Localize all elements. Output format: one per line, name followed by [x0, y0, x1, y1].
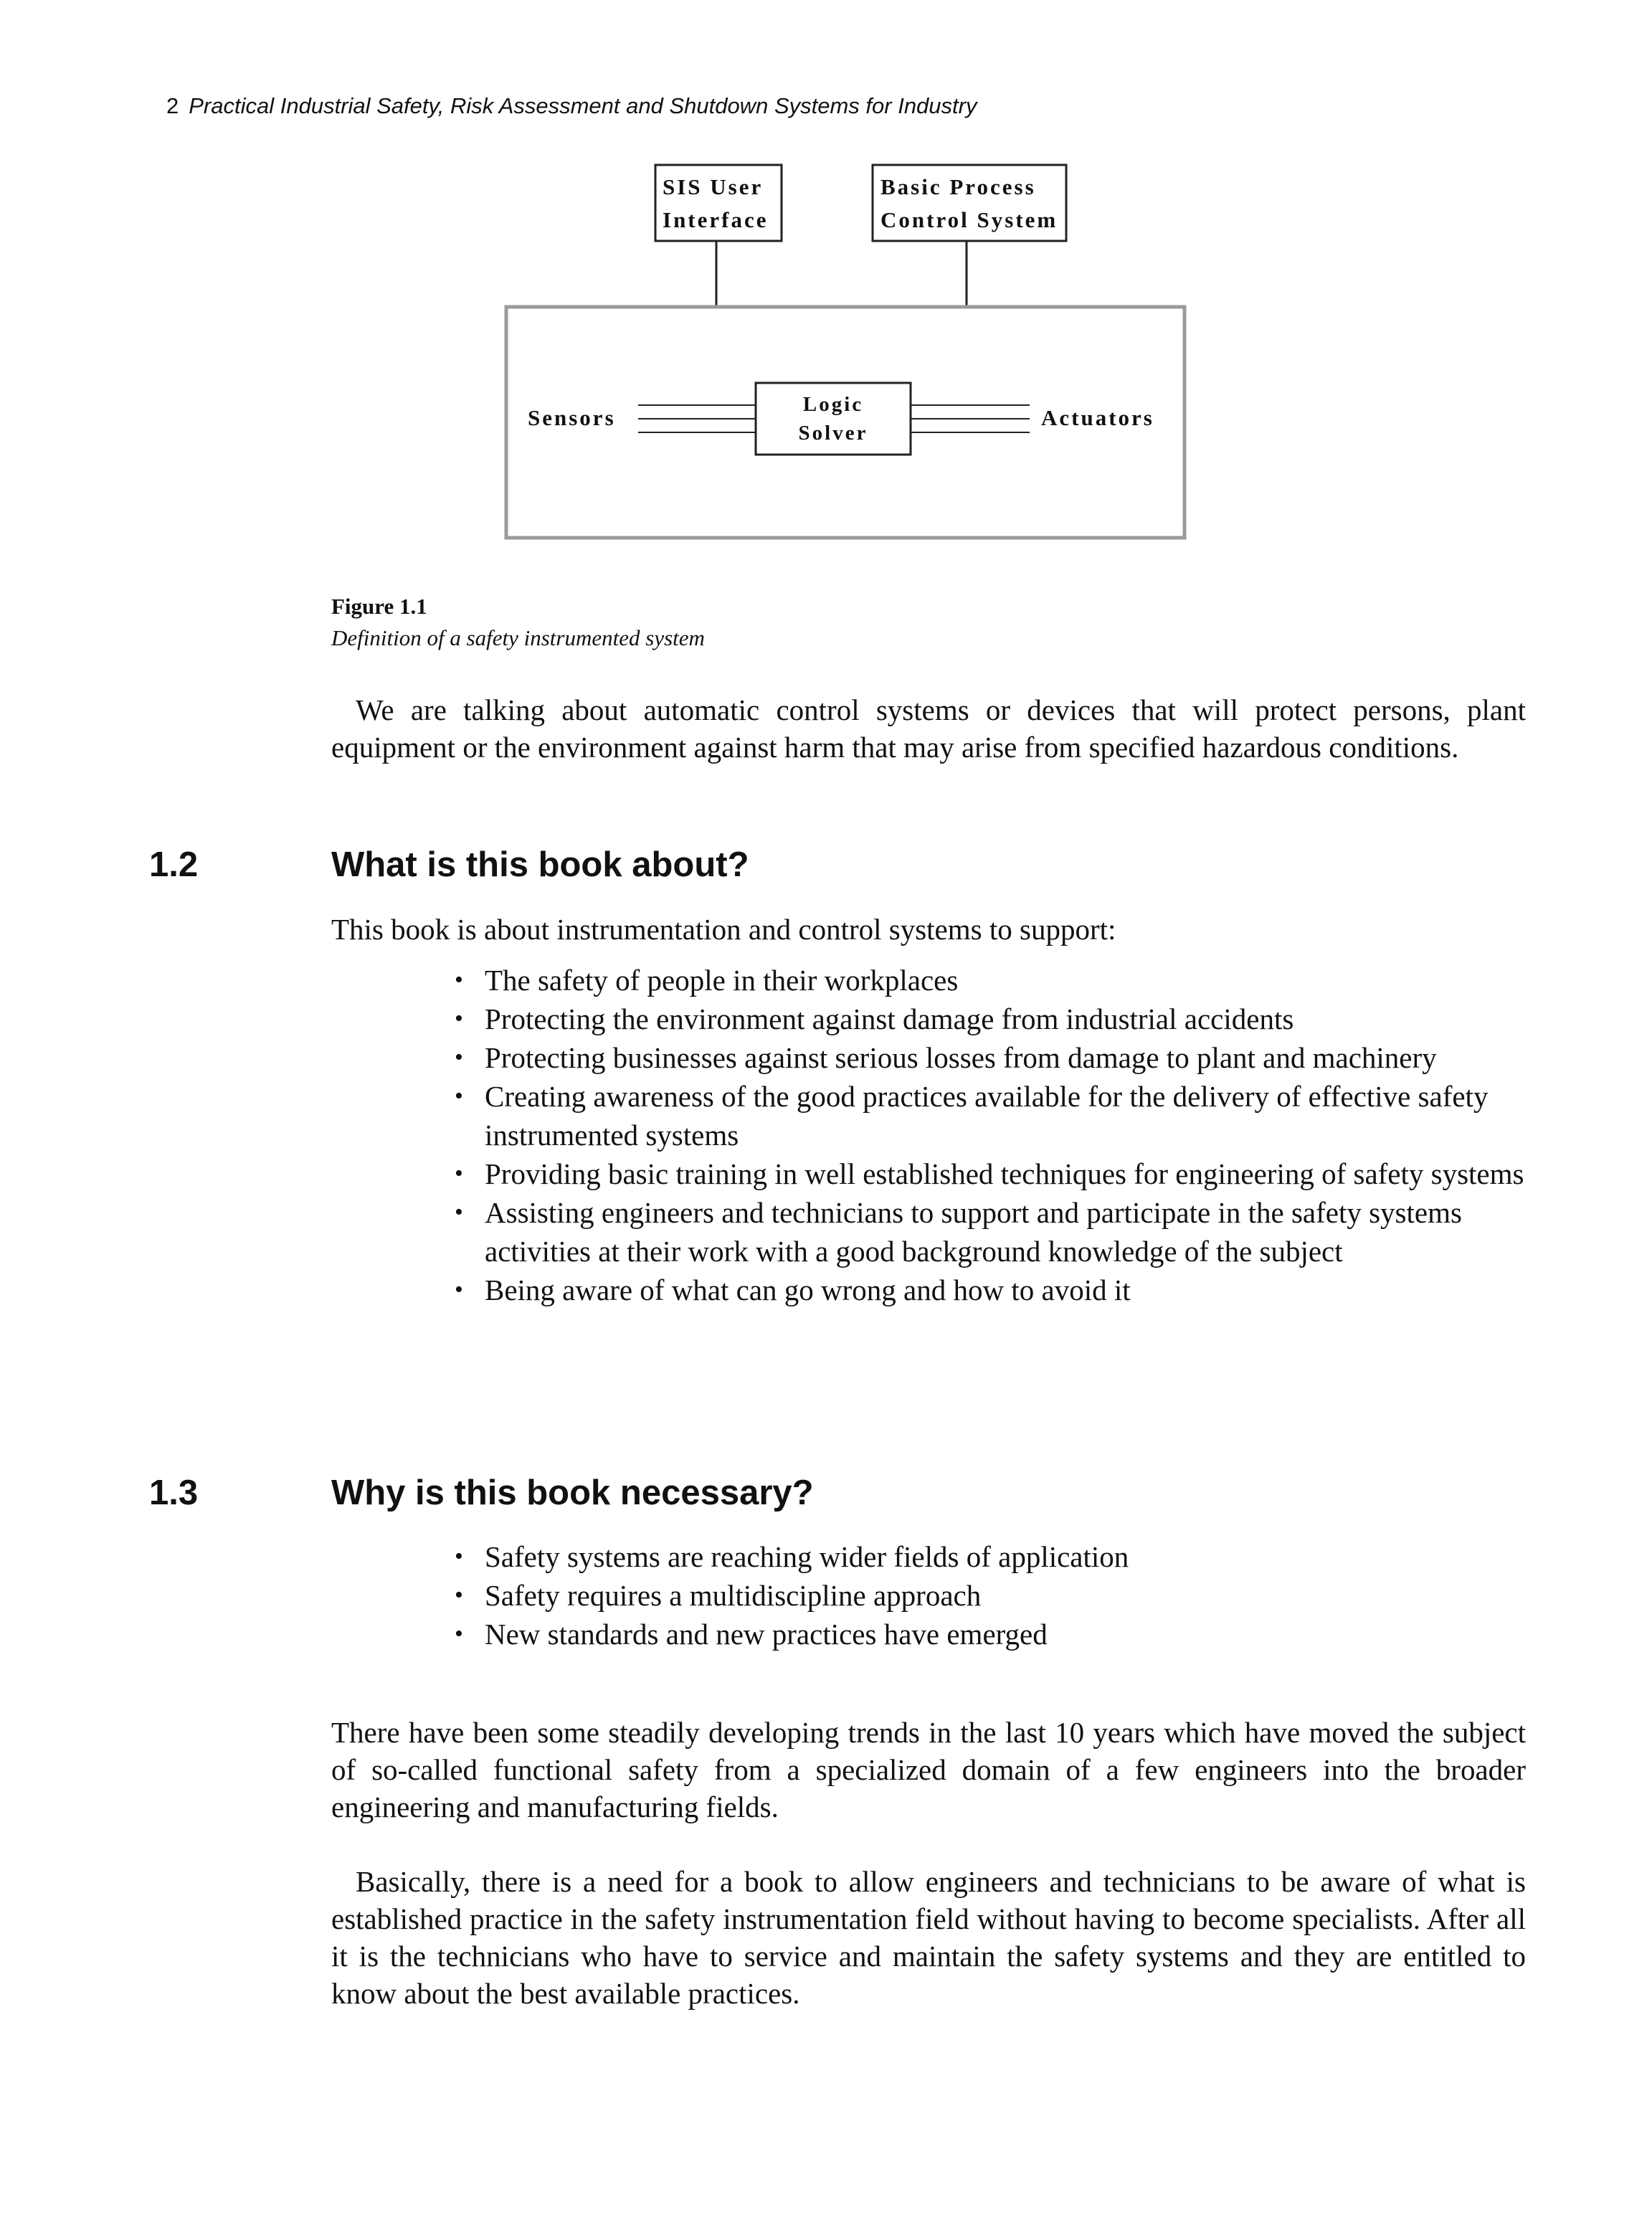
list-item — [453, 1615, 1543, 1653]
list-item-text: Protecting the environment against damage from industrial accidents — [485, 1002, 1294, 1035]
sis-ui-label-line1: SIS User — [663, 174, 764, 199]
list-item — [453, 1537, 1543, 1576]
section-1-3-title: Why is this book necessary? — [331, 1474, 814, 1512]
list-item-text: Safety systems are reaching wider fields of application — [485, 1540, 1129, 1573]
sis-diagram — [0, 0, 1652, 574]
list-item — [453, 1576, 1543, 1615]
sis-ui-label-line2: Interface — [663, 207, 769, 232]
logic-solver-label — [756, 390, 911, 447]
list-item — [453, 1193, 1543, 1271]
bullet-icon: • — [455, 967, 463, 993]
bullet-icon: • — [455, 1199, 463, 1225]
bullet-icon: • — [455, 1543, 463, 1570]
list-item-text: Creating awareness of the good practices available for the delivery of effective safety instrumented systems — [485, 1080, 1489, 1152]
bullet-icon: • — [455, 1160, 463, 1187]
bpcs-label-line1: Basic Process — [880, 174, 1036, 199]
section-1-2-number: 1.2 — [149, 845, 199, 884]
section-1-3-paragraph-2: Basically, there is a need for a book to allow engineers and technicians to be aware of what is established practice in the safety instrumentation field without having to become specialists. After all it is the technicians who have to service and maintain the safety systems and they are entitled to know about the best available practices. — [331, 1865, 1526, 2010]
list-item-text: Safety requires a multidiscipline approach — [485, 1579, 982, 1612]
section-1-3-paragraph-1: There have been some steadily developing trends in the last 10 years which have moved the subject of so-called functional safety from a specialized domain of a few engineers into the broader engineering and manufacturing fields. — [331, 1716, 1526, 1823]
section-1-2-bullets — [453, 961, 1543, 1309]
bullet-icon: • — [455, 1005, 463, 1032]
bullet-icon: • — [455, 1621, 463, 1647]
bullet-icon: • — [455, 1083, 463, 1109]
page-number: 2 — [166, 93, 179, 118]
figure-caption: Definition of a safety instrumented system — [331, 625, 705, 650]
logic-solver-line2: Solver — [798, 422, 868, 445]
list-item — [453, 1271, 1543, 1309]
list-item-text: Protecting businesses against serious losses from damage to plant and machinery — [485, 1041, 1437, 1074]
list-item-text: Providing basic training in well established techniques for engineering of safety systems — [485, 1157, 1524, 1190]
list-item — [453, 961, 1543, 1000]
bullet-icon: • — [455, 1582, 463, 1608]
list-item-text: The safety of people in their workplaces — [485, 964, 959, 997]
bullet-icon: • — [455, 1044, 463, 1071]
sis-ui-label — [663, 171, 769, 237]
list-item — [453, 1077, 1543, 1154]
logic-solver-line1: Logic — [802, 393, 864, 416]
list-item — [453, 1154, 1543, 1193]
bpcs-label — [880, 171, 1058, 237]
list-item-text: Assisting engineers and technicians to support and participate in the safety systems activities at their work with a good background knowledge of the subject — [485, 1196, 1462, 1268]
actuators-label: Actuators — [1041, 405, 1154, 430]
list-item — [453, 1000, 1543, 1038]
diagram-lines — [0, 0, 1652, 574]
section-1-2-lead: This book is about instrumentation and control systems to support: — [331, 913, 1116, 946]
section-1-3-number: 1.3 — [149, 1474, 199, 1512]
list-item-text: New standards and new practices have emerged — [485, 1618, 1048, 1651]
bullet-icon: • — [455, 1276, 463, 1303]
sensors-label: Sensors — [528, 405, 616, 430]
section-1-3-bullets — [453, 1537, 1543, 1653]
section-1-2-title: What is this book about? — [331, 845, 749, 884]
intro-paragraph: We are talking about automatic control systems or devices that will protect persons, plant equipment or the environment against harm that may arise from specified hazardous conditions. — [331, 693, 1526, 764]
list-item — [453, 1038, 1543, 1077]
bpcs-label-line2: Control System — [880, 207, 1058, 232]
list-item-text: Being aware of what can go wrong and how to avoid it — [485, 1273, 1131, 1306]
figure-number: Figure 1.1 — [331, 594, 427, 619]
running-title: Practical Industrial Safety, Risk Assessment and Shutdown Systems for Industry — [189, 93, 977, 118]
